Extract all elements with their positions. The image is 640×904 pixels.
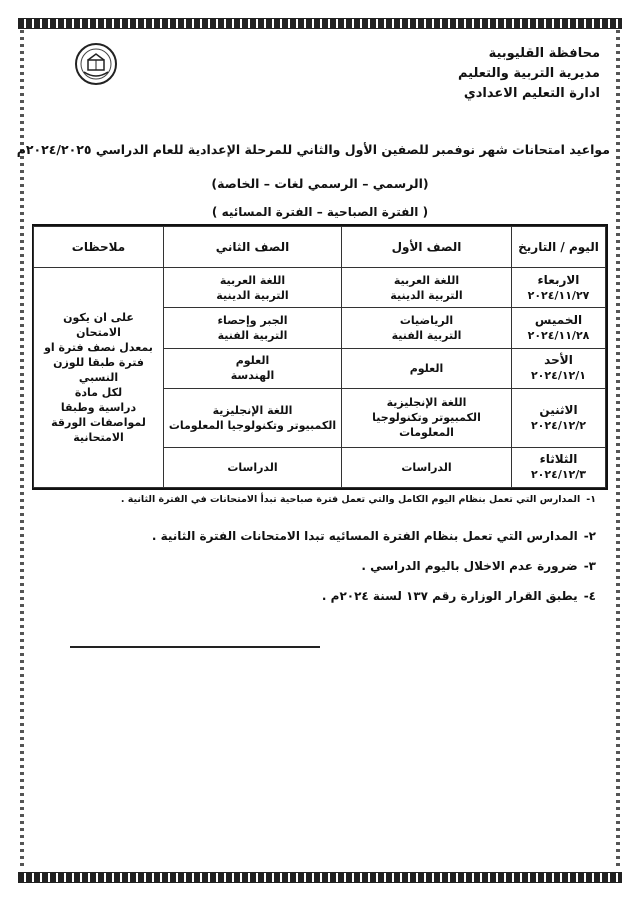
note-number: ١- [586,494,596,505]
day-date-cell [512,348,606,388]
note-text: المدارس التي تعمل بنظام اليوم الكامل والتي تعمل فترة صباحية تبدأ الامتحانات في الفترة الثانية . [120,494,581,505]
subject: العلوم [235,354,270,368]
signature-line [70,646,320,648]
exam-date: ٢٠٢٤/١١/٢٧ [527,288,590,302]
first-grade-cell [342,447,512,487]
header-notes: ملاحظات [34,227,164,268]
day-name: الخميس [534,312,583,327]
subject: اللغة العربية [393,273,460,287]
subject: العلوم [409,361,444,375]
notes-line: دراسية وطبقا [60,401,137,414]
header-first-grade: الصف الأول [342,227,512,268]
subject: التربية الدينية [390,288,463,302]
note-number: ٤- [583,589,596,603]
subject: الهندسة [230,369,275,383]
page-border-top [18,18,622,29]
subject: الكمبيوتر وتكنولوجيا المعلومات [372,411,481,440]
page-border-right [616,30,620,870]
directorate-name: مديرية التربية والتعليم [457,66,600,81]
list-item [36,556,596,576]
notes-cell [34,268,164,488]
day-name: الاربعاء [537,272,580,287]
subject: اللغة العربية [219,273,286,287]
notes-line: لكل مادة [74,386,123,399]
subject: اللغة الإنجليزية [386,396,467,410]
subject: الدراسات [401,460,452,474]
second-grade-cell [164,268,342,308]
table-header-row [34,227,606,268]
subject: التربية الفنية [391,328,462,342]
document-title: مواعيد امتحانات شهر نوفمبر للصفين الأول والثاني للمرحلة الإعدادية للعام الدراسي ٢٠٢٤/٢٠٢٥م [16,142,610,157]
exam-date: ٢٠٢٤/١١/٢٨ [527,328,590,342]
header-day-date: اليوم / التاريخ [512,227,606,268]
note-text: يطبق القرار الوزارة رقم ١٣٧ لسنة ٢٠٢٤م . [321,589,578,603]
subject: الدراسات [227,460,278,474]
day-date-cell [512,268,606,308]
day-date-cell [512,447,606,487]
header-second-grade: الصف الثاني [164,227,342,268]
notes-line: على ان يكون [63,311,134,324]
list-item [36,492,596,508]
second-grade-cell [164,388,342,447]
note-text: ضرورة عدم الاخلال باليوم الدراسي . [361,559,578,573]
day-date-cell [512,388,606,447]
list-item [36,526,596,546]
table-row [34,268,606,308]
second-grade-cell [164,447,342,487]
subject: اللغة الإنجليزية [212,403,293,417]
first-grade-cell [342,388,512,447]
notes-line: الامتحانية [73,431,124,444]
second-grade-cell [164,308,342,348]
governorate-name: محافظة القليوبية [488,46,600,61]
notes-line: الامتحان [76,326,121,339]
exam-schedule-table [32,224,608,490]
ministry-seal-icon [74,42,118,86]
first-grade-cell [342,348,512,388]
subject: التربية الدينية [216,288,289,302]
note-text: المدارس التي تعمل بنظام الفترة المسائيه تبدا الامتحانات الفترة الثانية . [151,529,578,543]
subject: التربية الفنية [217,328,288,342]
day-name: الثلاثاء [539,452,578,467]
administration-name: ادارة التعليم الاعدادي [463,86,600,101]
school-types: (الرسمي – الرسمي لغات – الخاصة) [211,176,429,191]
first-grade-cell [342,308,512,348]
note-number: ٢- [583,529,596,543]
subject: الرياضيات [399,313,454,327]
list-item [36,586,596,606]
notes-list [36,492,596,606]
notes-line: لمواصفات الورقة [51,416,146,429]
exam-date: ٢٠٢٤/١٢/٢ [530,418,587,432]
first-grade-cell [342,268,512,308]
second-grade-cell [164,348,342,388]
letterhead [458,44,600,104]
exam-date: ٢٠٢٤/١٢/٣ [530,468,587,482]
note-number: ٣- [583,559,596,573]
exam-date: ٢٠٢٤/١٢/١ [530,369,587,383]
page-border-bottom [18,872,622,883]
notes-line: فترة طبقا للوزن النسبي [53,356,144,384]
day-date-cell [512,308,606,348]
day-name: الأحد [544,353,573,368]
document-title-block [16,140,610,222]
notes-line: بمعدل نصف فترة او [44,341,153,354]
school-periods: ( الفترة الصباحية – الفترة المسائيه ) [211,205,429,219]
subject: الكمبيوتر وتكنولوجيا المعلومات [168,418,337,432]
day-name: الاثنين [539,402,578,417]
subject: الجبر وإحصاء [217,313,288,327]
